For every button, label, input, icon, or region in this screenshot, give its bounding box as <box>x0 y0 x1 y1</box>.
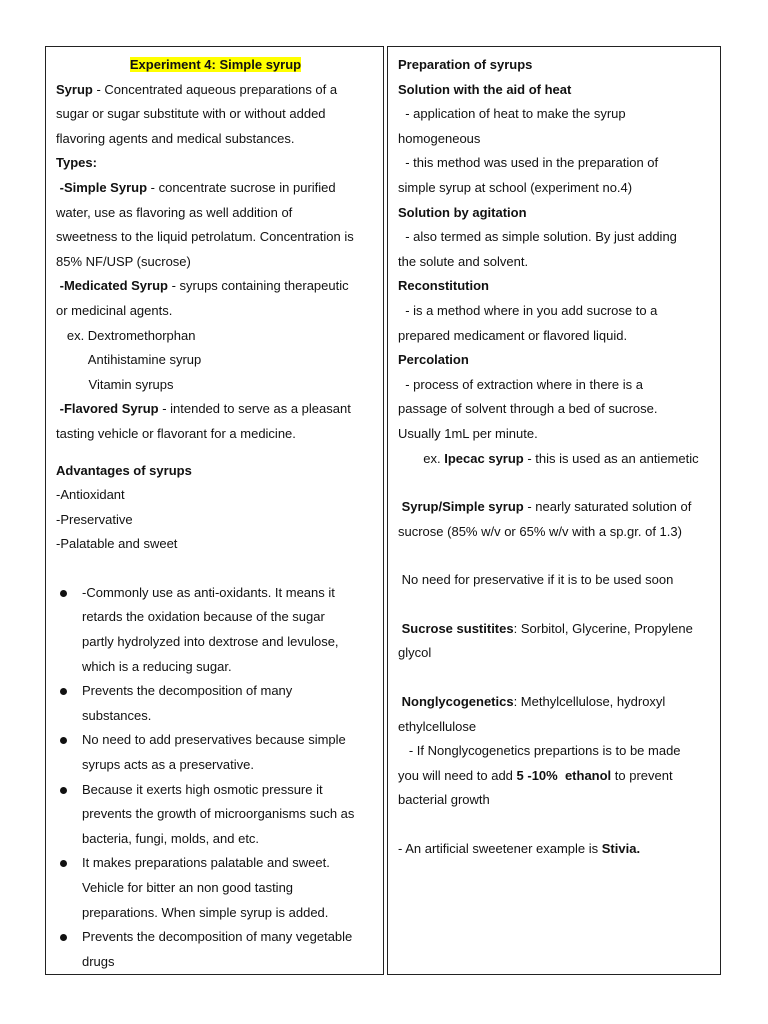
bullet-item-line: retards the oxidation because of the sugar <box>82 609 325 625</box>
nonglycogenetics-term: Nonglycogenetics <box>398 694 514 710</box>
simple-syrup-def: - concentrate sucrose in purified <box>147 179 336 195</box>
ethanol-suffix: to prevent <box>611 767 673 783</box>
syrup-term: Syrup <box>56 81 93 97</box>
percolation-example <box>398 447 712 472</box>
bullet-item-line: which is a reducing sugar. <box>82 658 232 674</box>
bullet-item-line: Because it exerts high osmotic pressure it <box>56 778 375 803</box>
syrup-def-line: sugar or sugar substitute with or without added <box>56 106 326 122</box>
experiment-title: Experiment 4: Simple syrup <box>129 57 302 72</box>
sucrose-substitutes-term: Sucrose sustitites <box>398 620 514 636</box>
flavored-syrup-term: -Flavored Syrup <box>56 401 159 417</box>
simple-syrup-line: water, use as flavoring as well addition of <box>56 204 293 220</box>
ipecac-term: Ipecac syrup <box>444 450 524 466</box>
bullet-item-line: Vehicle for bitter an non good tasting <box>82 880 294 895</box>
flavored-syrup-line <box>56 397 375 422</box>
bullet-item-line: bacteria, fungi, molds, and etc. <box>82 830 260 846</box>
percolation-line: Usually 1mL per minute. <box>398 425 538 441</box>
nonglycogenetics-line: ethylcellulose <box>398 718 477 734</box>
percolation-line: passage of solvent through a bed of sucrose. <box>398 401 658 417</box>
bullet-item-line: Prevents the decomposition of many <box>56 679 375 704</box>
sucrose-substitutes-line <box>398 617 712 642</box>
reconstitution-heading: Reconstitution <box>398 278 489 294</box>
bullet-item-line: No need to add preservatives because simple <box>56 728 375 753</box>
example-line: ex. Dextromethorphan <box>56 327 196 343</box>
advantage-item: -Antioxidant <box>56 487 125 503</box>
stivia-term: Stivia. <box>601 841 641 857</box>
sweetener-line <box>398 837 712 862</box>
bullet-item-line: Prevents the decomposition of many vegetable <box>56 925 375 950</box>
syrup-def-line: flavoring agents and medical substances. <box>56 130 295 146</box>
flavored-syrup-line: tasting vehicle or flavorant for a medicine. <box>56 425 296 441</box>
ethanol-line <box>398 764 712 789</box>
heat-line: - this method was used in the preparation of <box>398 155 659 171</box>
agitation-heading: Solution by agitation <box>398 204 527 220</box>
medicated-syrup-term: -Medicated Syrup <box>56 278 168 294</box>
bullet-item-line: preparations. When simple syrup is added. <box>82 904 329 920</box>
left-column <box>45 46 384 975</box>
bullet-item-line: drugs <box>82 953 115 969</box>
ethanol-amount: 5 -10% ethanol <box>516 767 612 783</box>
example-line: Vitamin syrups <box>56 376 174 392</box>
agitation-line: - also termed as simple solution. By just adding <box>398 229 677 245</box>
ipecac-def: - this is used as an antiemetic <box>523 450 699 466</box>
types-heading: Types: <box>56 155 97 171</box>
nonglycogenetics-line: bacterial growth <box>398 792 490 808</box>
right-column <box>387 46 721 975</box>
simple-syrup-def-line: sucrose (85% w/v or 65% w/v with a sp.gr. of 1.3) <box>398 523 682 539</box>
example-prefix: ex. <box>398 450 445 466</box>
syrup-def-line <box>56 78 375 103</box>
title-line <box>56 53 375 78</box>
example-line: Antihistamine syrup <box>56 352 202 368</box>
no-preservative-note: No need for preservative if it is to be used soon <box>398 572 674 588</box>
advantages-heading: Advantages of syrups <box>56 462 192 478</box>
simple-syrup-line: sweetness to the liquid petrolatum. Concentration is <box>56 229 354 245</box>
bullet-item-line: It makes preparations palatable and sweet. <box>56 851 375 876</box>
simple-syrup-line: 85% NF/USP (sucrose) <box>56 253 191 269</box>
heat-heading: Solution with the aid of heat <box>398 81 572 97</box>
bullet-item-line: substances. <box>82 707 152 723</box>
simple-syrup-term: -Simple Syrup <box>56 179 148 195</box>
heat-line: simple syrup at school (experiment no.4) <box>398 179 633 195</box>
medicated-syrup-line <box>56 274 375 299</box>
reconstitution-line: - is a method where in you add sucrose to a <box>398 302 658 318</box>
sucrose-substitutes-def: : Sorbitol, Glycerine, Propylene <box>513 620 693 636</box>
heat-line: homogeneous <box>398 130 481 146</box>
simple-syrup-line <box>56 176 375 201</box>
sucrose-substitutes-line: glycol <box>398 645 432 661</box>
nonglycogenetics-line: - If Nonglycogenetics prepartions is to be made <box>398 743 681 759</box>
bullet-item-line: syrups acts as a preservative. <box>82 757 254 773</box>
simple-syrup-term: Syrup/Simple syrup <box>398 499 524 515</box>
percolation-heading: Percolation <box>398 352 469 368</box>
bullet-item-line: partly hydrolyzed into dextrose and levulose, <box>82 634 339 650</box>
nonglycogenetics-line <box>398 690 712 715</box>
simple-syrup-def-line <box>398 495 712 520</box>
bullet-item-line: -Commonly use as anti-oxidants. It means it <box>56 581 375 606</box>
percolation-line: - process of extraction where in there is a <box>398 376 643 392</box>
medicated-syrup-line: or medicinal agents. <box>56 302 173 318</box>
flavored-syrup-def: - intended to serve as a pleasant <box>158 401 351 417</box>
heat-line: - application of heat to make the syrup <box>398 106 626 122</box>
preparation-heading: Preparation of syrups <box>398 57 533 72</box>
simple-syrup-def: - nearly saturated solution of <box>523 499 692 515</box>
advantages-bullet-list <box>56 581 375 975</box>
syrup-def: - Concentrated aqueous preparations of a <box>92 81 338 97</box>
reconstitution-line: prepared medicament or flavored liquid. <box>398 327 628 343</box>
nonglycogenetics-def: : Methylcellulose, hydroxyl <box>513 694 666 710</box>
bullet-item-line: prevents the growth of microorganisms such as <box>82 806 355 822</box>
ethanol-prefix: you will need to add <box>398 767 517 783</box>
medicated-syrup-def: - syrups containing therapeutic <box>167 278 349 294</box>
advantage-item: -Palatable and sweet <box>56 536 178 552</box>
advantage-item: -Preservative <box>56 511 133 527</box>
agitation-line: the solute and solvent. <box>398 253 529 269</box>
sweetener-text: - An artificial sweetener example is <box>398 841 602 857</box>
